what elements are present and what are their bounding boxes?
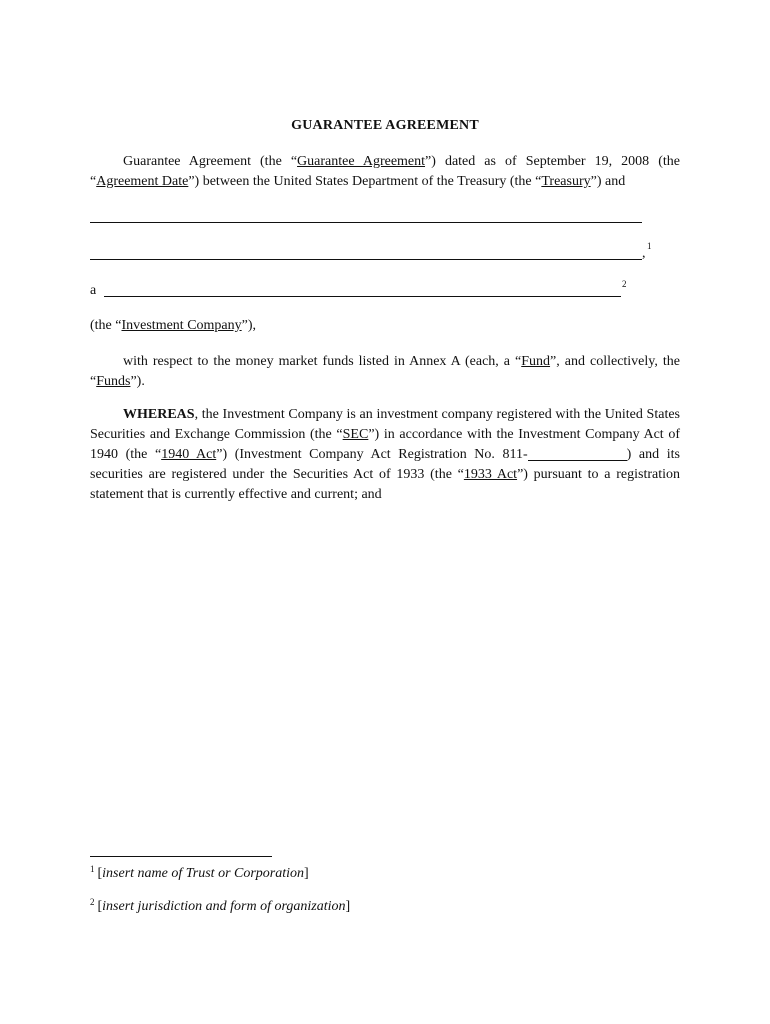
blank-line-2 [90, 259, 642, 260]
footnote-2-mark: 2 [90, 897, 95, 907]
defined-term-treasury: Treasury [541, 174, 591, 189]
footnote-2-close: ] [345, 899, 351, 914]
footnote-1-text: insert name of Trust or Corporation [102, 866, 305, 881]
footnote-2-open: [ [97, 899, 103, 914]
footnote-ref-2: 2 [622, 279, 627, 289]
document-title: GUARANTEE AGREEMENT [291, 118, 479, 133]
footnote-ref-1: 1 [647, 241, 652, 251]
blank-line-2-comma: , [642, 246, 646, 261]
defined-term-guarantee-agreement: Guarantee Agreement [297, 154, 426, 169]
footnote-1 [90, 864, 309, 882]
defined-term-1940-act: 1940 Act [161, 447, 217, 462]
whereas-text-4: ) and its securities are registered under the Securities Act of 1933 (the “ [90, 447, 680, 482]
intro-text-4: ”) and [590, 174, 626, 189]
intro-paragraph [90, 152, 680, 192]
footnote-1-mark: 1 [90, 864, 95, 874]
entity-article: a [90, 283, 97, 298]
registration-number-blank [528, 446, 627, 461]
investment-company-text-2: ”), [241, 318, 257, 333]
intro-text-3: ”) between the United States Department of the Treasury (the “ [188, 174, 542, 189]
intro-text-2: ”) dated as of September 19, 2008 (the “ [90, 154, 680, 189]
blank-line-1 [90, 222, 642, 223]
whereas-lead: WHEREAS [123, 407, 195, 422]
whereas-paragraph [90, 405, 680, 505]
footnote-1-open: [ [97, 866, 103, 881]
whereas-text-2: ”) in accordance with the Investment Company Act of 1940 (the “ [90, 427, 680, 462]
investment-company-line [90, 316, 680, 336]
footnote-1-close: ] [304, 866, 309, 881]
footnote-separator [90, 856, 272, 857]
funds-paragraph [90, 352, 680, 392]
defined-term-sec: SEC [342, 427, 369, 442]
intro-text-1: Guarantee Agreement (the “ [123, 154, 298, 169]
defined-term-agreement-date: Agreement Date [96, 174, 189, 189]
funds-text-2: ”, and collectively, the “ [90, 354, 680, 389]
whereas-text-3: ”) (Investment Company Act Registration No. 811- [216, 447, 528, 462]
defined-term-fund: Fund [521, 354, 551, 369]
defined-term-1933-act: 1933 Act [463, 467, 518, 482]
footnote-2-text: insert jurisdiction and form of organization [102, 899, 346, 914]
investment-company-text-1: (the “ [90, 318, 122, 333]
defined-term-funds: Funds [96, 374, 131, 389]
whereas-text-5: ”) pursuant to a registration statement that is currently effective and current; and [90, 467, 680, 502]
funds-text-1: with respect to the money market funds listed in Annex A (each, a “ [123, 354, 522, 369]
defined-term-investment-company: Investment Company [121, 318, 242, 333]
footnote-2 [90, 897, 350, 915]
whereas-text-1: , the Investment Company is an investment company registered with the United States Securities and Exchange Commission (the “ [90, 407, 680, 442]
blank-line-3 [104, 296, 621, 297]
funds-text-3: ”). [130, 374, 145, 389]
